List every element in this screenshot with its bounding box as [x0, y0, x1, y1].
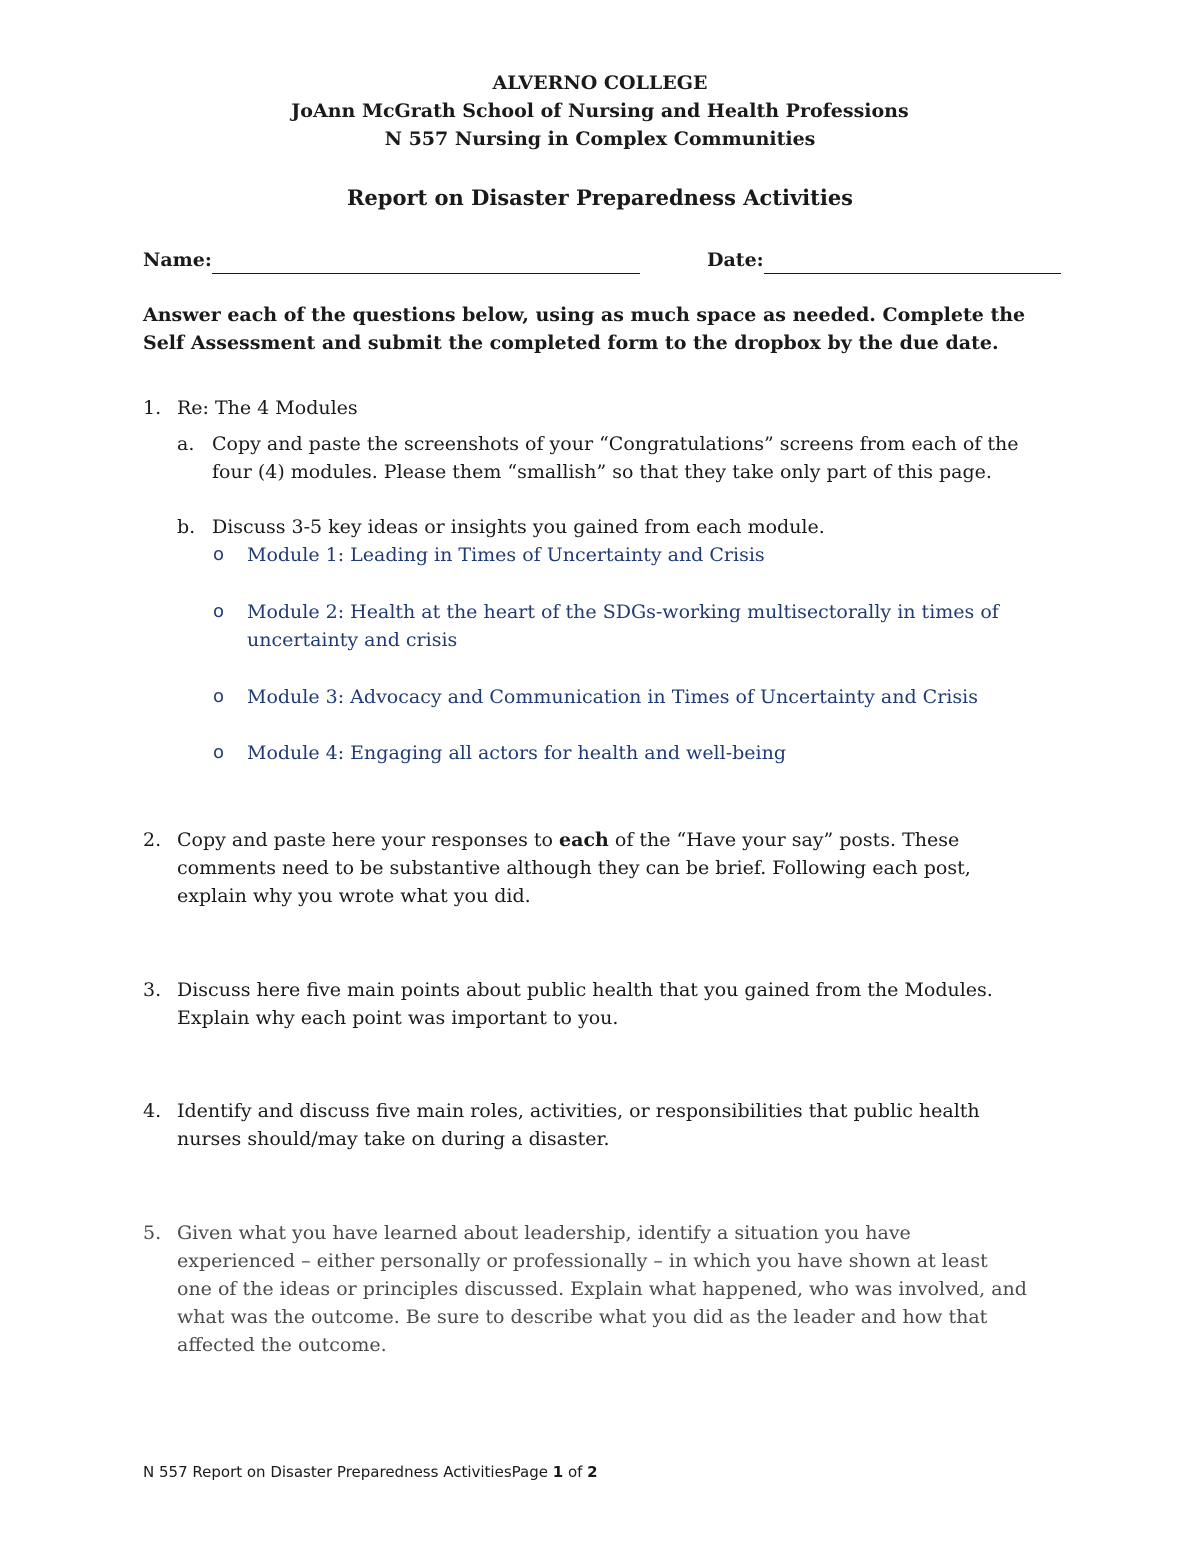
q3-line-1: Discuss here five main points about public health that you gained from the Modules. [177, 979, 993, 1001]
q5-line-3: one of the ideas or principles discussed. Explain what happened, who was involved, and [177, 1278, 1027, 1300]
college-name: ALVERNO COLLEGE [492, 72, 708, 94]
q2-line-1-emphasis: each [559, 829, 609, 851]
q4-number: 4. [143, 1100, 162, 1122]
school-name: JoAnn McGrath School of Nursing and Health Professions [291, 100, 909, 122]
instructions-line-2: Self Assessment and submit the completed form to the dropbox by the due date. [143, 332, 999, 354]
q2-line-1 [177, 826, 959, 854]
bullet-icon: o [213, 601, 225, 622]
bullet-icon: o [213, 544, 225, 565]
q1a-line-2: four (4) modules. Please them “smallish” so that they take only part of this page. [212, 461, 992, 483]
q5-number: 5. [143, 1222, 162, 1244]
course-name: N 557 Nursing in Complex Communities [384, 128, 816, 150]
q1b-text: Discuss 3-5 key ideas or insights you gained from each module. [212, 516, 825, 538]
name-field [143, 246, 640, 274]
instructions-line-1: Answer each of the questions below, using as much space as needed. Complete the [143, 304, 1026, 326]
date-field [707, 246, 1061, 274]
footer-doc-title: N 557 Report on Disaster Preparedness Activities [143, 1463, 512, 1481]
q2-number: 2. [143, 829, 162, 851]
module-1-title: Module 1: Leading in Times of Uncertainty and Crisis [247, 544, 765, 566]
q1a-line-1: Copy and paste the screenshots of your “Congratulations” screens from each of the [212, 433, 1019, 455]
footer-page-total: 2 [587, 1463, 598, 1481]
q1-text: Re: The 4 Modules [177, 397, 358, 419]
date-label: Date: [707, 249, 764, 271]
module-2-title-line-2: uncertainty and crisis [247, 629, 458, 651]
q5-line-2: experienced – either personally or professionally – in which you have shown at least [177, 1250, 988, 1272]
q2-line-1-pre: Copy and paste here your responses to [177, 829, 560, 851]
q1a-label: a. [177, 433, 195, 455]
date-blank-line[interactable] [764, 253, 1061, 274]
q5-line-5: affected the outcome. [177, 1334, 387, 1356]
module-2-title-line-1: Module 2: Health at the heart of the SDGs-working multisectorally in times of [247, 601, 999, 623]
q1-number: 1. [143, 397, 162, 419]
q2-line-3: explain why you wrote what you did. [177, 885, 531, 907]
footer-page-word: Page [511, 1463, 553, 1481]
q2-line-1-post: of the “Have your say” posts. These [608, 829, 960, 851]
q1b-label: b. [177, 516, 196, 538]
name-label: Name: [143, 249, 212, 271]
page-footer [143, 1463, 598, 1481]
q4-line-1: Identify and discuss five main roles, activities, or responsibilities that public health [177, 1100, 980, 1122]
page-title: Report on Disaster Preparedness Activities [346, 185, 854, 210]
bullet-icon: o [213, 742, 225, 763]
q2-line-2: comments need to be substantive although they can be brief. Following each post, [177, 857, 971, 879]
q5-line-1: Given what you have learned about leadership, identify a situation you have [177, 1222, 911, 1244]
q3-line-2: Explain why each point was important to you. [177, 1007, 619, 1029]
q5-line-4: what was the outcome. Be sure to describe what you did as the leader and how that [177, 1306, 988, 1328]
bullet-icon: o [213, 686, 225, 707]
module-3-title: Module 3: Advocacy and Communication in Times of Uncertainty and Crisis [247, 686, 978, 708]
footer-of-word: of [563, 1463, 588, 1481]
module-4-title: Module 4: Engaging all actors for health and well-being [247, 742, 787, 764]
name-blank-line[interactable] [212, 253, 640, 274]
q3-number: 3. [143, 979, 162, 1001]
q4-line-2: nurses should/may take on during a disaster. [177, 1128, 610, 1150]
footer-page-number: 1 [552, 1463, 564, 1481]
